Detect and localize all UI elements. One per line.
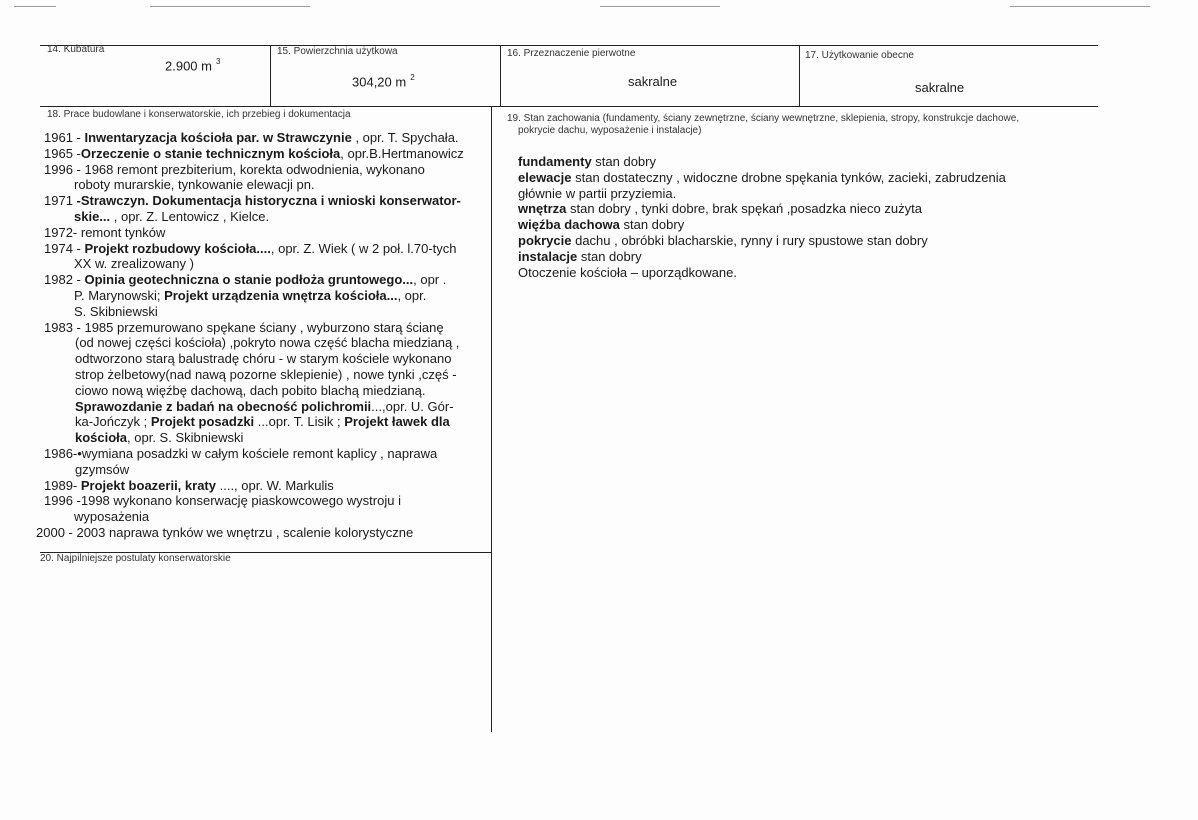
uzytkowanie-label: 17. Użytkowanie obecne — [805, 50, 914, 61]
scan-edge-mark — [1010, 6, 1150, 7]
stan-entry: wnętrza stan dobry , tynki dobre, brak spękań ,posadzka nieco zużyta — [518, 201, 922, 217]
scan-edge-mark — [14, 6, 56, 7]
przeznaczenie-label: 16. Przeznaczenie pierwotne — [507, 48, 636, 59]
stan-entry: Otoczenie kościoła – uporządkowane. — [518, 264, 737, 280]
stan-entry: elewacje stan dostateczny , widoczne drobne spękania tynków, zacieki, zabrudzenia — [518, 169, 1006, 185]
prace-entry: 1971 -Strawczyn. Dokumentacja historyczna i wnioski konserwator- — [44, 193, 461, 209]
przeznaczenie-value: sakralne — [628, 74, 678, 89]
stan-list — [518, 154, 1078, 280]
stan-entry: instalacje stan dobry — [518, 248, 642, 264]
prace-entry: gzymsów — [75, 461, 130, 477]
prace-entry: strop żelbetowy(nad nawą pozorne sklepienie) , nowe tynki ,częś - — [75, 366, 457, 382]
prace-entry: 1972- remont tynków — [44, 224, 166, 240]
scan-edge-mark — [150, 6, 310, 7]
scan-edge-mark — [600, 6, 720, 7]
prace-entry: ka-Jończyk ; Projekt posadzki ...opr. T. Lisik ; Projekt ławek dla — [75, 414, 450, 430]
prace-entry: 1982 - Opinia geotechniczna o stanie podłoża gruntowego..., opr . — [44, 272, 447, 288]
prace-entry: 1965 -Orzeczenie o stanie technicznym kościoła, opr.B.Hertmanowicz — [44, 145, 464, 161]
prace-entry: odtworzono starą balustradę chóru - w starym kościele wykonano — [75, 351, 452, 367]
stan-entry: fundamenty stan dobry — [518, 154, 656, 169]
prace-entry: Sprawozdanie z badań na obecność polichromii...,opr. U. Gór- — [75, 398, 454, 414]
stan-entry: pokrycie dachu , obróbki blacharskie, rynny i rury spustowe stan dobry — [518, 232, 928, 248]
prace-entry: 1986-•wymiana posadzki w całym kościele remont kaplicy , naprawa — [44, 445, 438, 461]
prace-entry: kościoła, opr. S. Skibniewski — [75, 430, 244, 446]
prace-entry: 1983 - 1985 przemurowano spękane ściany , wyburzono starą ścianę — [44, 319, 444, 335]
column-divider — [799, 45, 800, 106]
form-top-border — [40, 45, 1098, 46]
prace-entry: 2000 - 2003 naprawa tynków we wnętrzu , scalenie kolorystyczne — [36, 524, 414, 540]
stan-entry: głównie w partii przyziemia. — [518, 185, 677, 201]
stan-entry: więźba dachowa stan dobry — [518, 217, 685, 233]
powierzchnia-label: 15. Powierzchnia użytkowa — [277, 46, 398, 57]
prace-entry: S. Skibniewski — [74, 303, 158, 319]
prace-list — [36, 130, 492, 541]
prace-entry: 1989- Projekt boazerii, kraty ...., opr. W. Markulis — [44, 477, 334, 493]
column-divider — [270, 45, 271, 106]
prace-entry: ciowo nową więźbę dachową, dach pobito blachą miedzianą. — [75, 382, 426, 398]
prace-entry: XX w. zrealizowany ) — [74, 256, 194, 272]
row-divider — [40, 106, 1098, 107]
column-divider — [500, 45, 501, 106]
kubatura-value: 2.900 m $^3$ — [165, 57, 221, 74]
powierzchnia-value: 304,20 m $^2$ — [352, 73, 415, 90]
uzytkowanie-value: sakralne — [915, 80, 965, 95]
stan-label-cont: pokrycie dachu, wyposażenie i instalacje) — [518, 125, 702, 136]
prace-entry: 1996 -1998 wykonano konserwację piaskowcowego wystroju i — [44, 493, 401, 509]
prace-entry: wyposażenia — [74, 509, 150, 525]
prace-entry: 1996 - 1968 remont prezbiterium, korekta odwodnienia, wykonano — [44, 161, 425, 177]
prace-entry: P. Marynowski; Projekt urządzenia wnętrza kościoła..., opr. — [74, 287, 427, 303]
stan-label: 19. Stan zachowania (fundamenty, ściany zewnętrzne, ściany wewnętrzne, sklepienia, stropy, konstrukcje dachowe, — [507, 113, 1020, 124]
postulaty-label: 20. Najpilniejsze postulaty konserwatorskie — [40, 553, 231, 564]
prace-label: 18. Prace budowlane i konserwatorskie, ich przebieg i dokumentacja — [47, 109, 351, 120]
prace-entry: 1974 - Projekt rozbudowy kościoła...., opr. Z. Wiek ( w 2 poł. l.70-tych — [44, 240, 457, 256]
prace-entry: 1961 - Inwentaryzacja kościoła par. w Strawczynie , opr. T. Spychała. — [44, 130, 459, 145]
prace-entry: (od nowej części kościoła) ,pokryto nowa część blacha miedzianą , — [75, 335, 460, 351]
prace-entry: roboty murarskie, tynkowanie elewacji pn. — [74, 177, 315, 193]
kubatura-label: 14. Kubatura — [47, 44, 105, 55]
prace-entry: skie... , opr. Z. Lentowicz , Kielce. — [74, 208, 270, 224]
